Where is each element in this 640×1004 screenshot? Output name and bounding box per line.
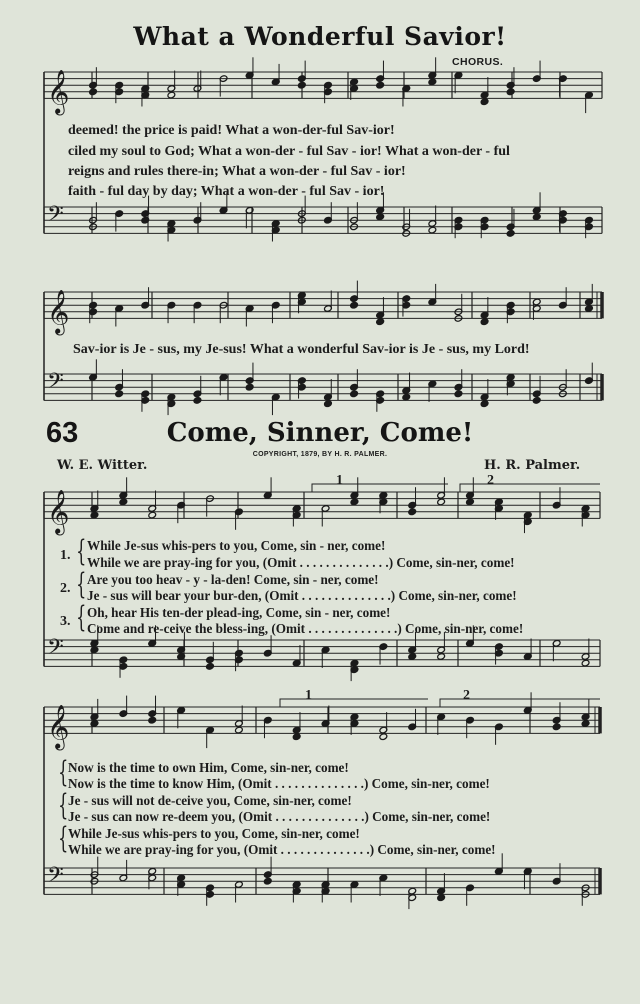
ending-bracket	[460, 484, 600, 492]
note-head	[350, 498, 359, 506]
note-head	[585, 305, 594, 313]
ending-number: 2	[487, 473, 494, 488]
verse-line: Je - sus can now re-deem you, (Omit . . . . . . . . . . . . . .) Come, sin-ner, come!	[68, 809, 491, 824]
note-head	[89, 88, 98, 96]
hymn-title: What a Wonderful Savior!	[133, 22, 507, 51]
ending-bracket	[280, 699, 428, 707]
note-head	[581, 720, 590, 728]
ending-number: 1	[305, 688, 312, 703]
note-head	[206, 663, 215, 671]
note-head	[119, 498, 128, 506]
note-head	[402, 393, 411, 401]
note-head	[506, 230, 515, 238]
bass-clef: 𝄢	[47, 202, 64, 232]
chorus-label: CHORUS.	[452, 56, 504, 68]
ending-number: 1	[336, 473, 343, 488]
treble-clef: 𝄞	[47, 69, 70, 114]
note-head	[581, 659, 590, 667]
brace: {	[58, 788, 69, 822]
note-head	[480, 400, 489, 408]
note-head	[376, 318, 385, 326]
brace: {	[58, 821, 69, 855]
ending-number: 2	[463, 688, 470, 703]
note-head	[428, 226, 437, 234]
verse-line: While we are pray-ing for you, (Omit . . . . . . . . . . . . . .) Come, sin-ner, come!	[68, 842, 496, 857]
note-head	[167, 91, 176, 99]
note-head	[408, 653, 417, 661]
treble-clef: 𝄞	[47, 289, 70, 334]
note-head	[379, 733, 388, 741]
note-head	[115, 390, 124, 398]
note-head	[437, 498, 446, 506]
verse-line: Je - sus will not de-ceive you, Come, sin-ner, come!	[68, 793, 352, 808]
note-head	[350, 301, 359, 309]
note-head	[454, 390, 463, 398]
note-head	[298, 81, 307, 89]
verse-line: Are you too heav - y - la-den! Come, sin - ner, come!	[87, 572, 379, 587]
lyric-line: ciled my soul to God; What a won-der - ful Sav - ior! What a won-der - ful	[68, 144, 510, 159]
note-head	[376, 81, 385, 89]
brace: {	[76, 534, 87, 568]
lyric-line: deemed! the price is paid! What a won-der-ful Sav-ior!	[68, 123, 395, 138]
note-head	[350, 390, 359, 398]
verse-number: 1.	[60, 548, 71, 563]
note-head	[245, 383, 254, 391]
note-head	[506, 88, 515, 96]
brace: {	[76, 600, 87, 634]
bass-clef: 𝄢	[47, 863, 64, 893]
verse-line: Now is the time to own Him, Come, sin-ner, come!	[68, 760, 349, 775]
note-head	[193, 397, 202, 405]
verse-number: 3.	[60, 614, 71, 629]
verse-line: While we are pray-ing for you, (Omit . . . . . . . . . . . . . .) Come, sin-ner, come!	[87, 555, 515, 570]
note-head	[480, 318, 489, 326]
note-head	[376, 213, 385, 221]
verse-line: Oh, hear His ten-der plead-ing, Come, sin - ner, come!	[87, 605, 391, 620]
bass-clef: 𝄢	[47, 635, 64, 665]
note-head	[532, 213, 541, 221]
verse-line: While Je-sus whis-pers to you, Come, sin - ner, come!	[87, 538, 386, 553]
treble-clef: 𝄞	[47, 704, 70, 749]
verse-line: While Je-sus whis-pers to you, Come, sin-ner, come!	[68, 826, 360, 841]
brace: {	[76, 567, 87, 601]
verse-number: 2.	[60, 581, 71, 596]
note-head	[480, 98, 489, 106]
note-head	[532, 397, 541, 405]
note-head	[437, 894, 446, 902]
composer-name: H. R. Palmer.	[484, 458, 581, 473]
note-head	[148, 511, 157, 519]
note-head	[263, 877, 272, 885]
note-head	[437, 653, 446, 661]
lyric-line: faith - ful day by day; What a won-der - ful Sav - ior!	[68, 184, 385, 199]
treble-clef: 𝄞	[47, 489, 70, 534]
note-head	[552, 723, 561, 731]
copyright-notice: COPYRIGHT, 1879, BY H. R. PALMER.	[252, 451, 388, 458]
verse-line: Come and re-ceive the bless-ing, (Omit . . . . . . . . . . . . . .) Come, sin-ner, come!	[87, 621, 524, 636]
note-head	[408, 508, 417, 516]
verse-line: Je - sus will bear your bur-den, (Omit . . . . . . . . . . . . . .) Come, sin-ner, come!	[87, 588, 517, 603]
author-name: W. E. Witter.	[57, 458, 148, 473]
bass-clef: 𝄢	[47, 369, 64, 399]
hymn-number: 63	[46, 417, 79, 449]
note-head	[292, 733, 301, 741]
brace: {	[58, 755, 69, 789]
verse-line: Now is the time to know Him, (Omit . . . . . . . . . . . . . .) Come, sin-ner, come!	[68, 776, 490, 791]
note-head	[148, 716, 157, 724]
note-head	[428, 78, 437, 86]
note-head	[235, 726, 244, 734]
refrain-line: Sav-ior is Je - sus, my Je-sus! What a wonderful Sav-ior is Je - sus, my Lord!	[73, 342, 530, 357]
ending-bracket	[312, 484, 448, 492]
lyric-line: reigns and rules there-in; What a won-der - ful Sav - ior!	[68, 164, 406, 179]
note-head	[466, 498, 475, 506]
hymn-title: Come, Sinner, Come!	[166, 418, 474, 448]
note-head	[324, 400, 333, 408]
